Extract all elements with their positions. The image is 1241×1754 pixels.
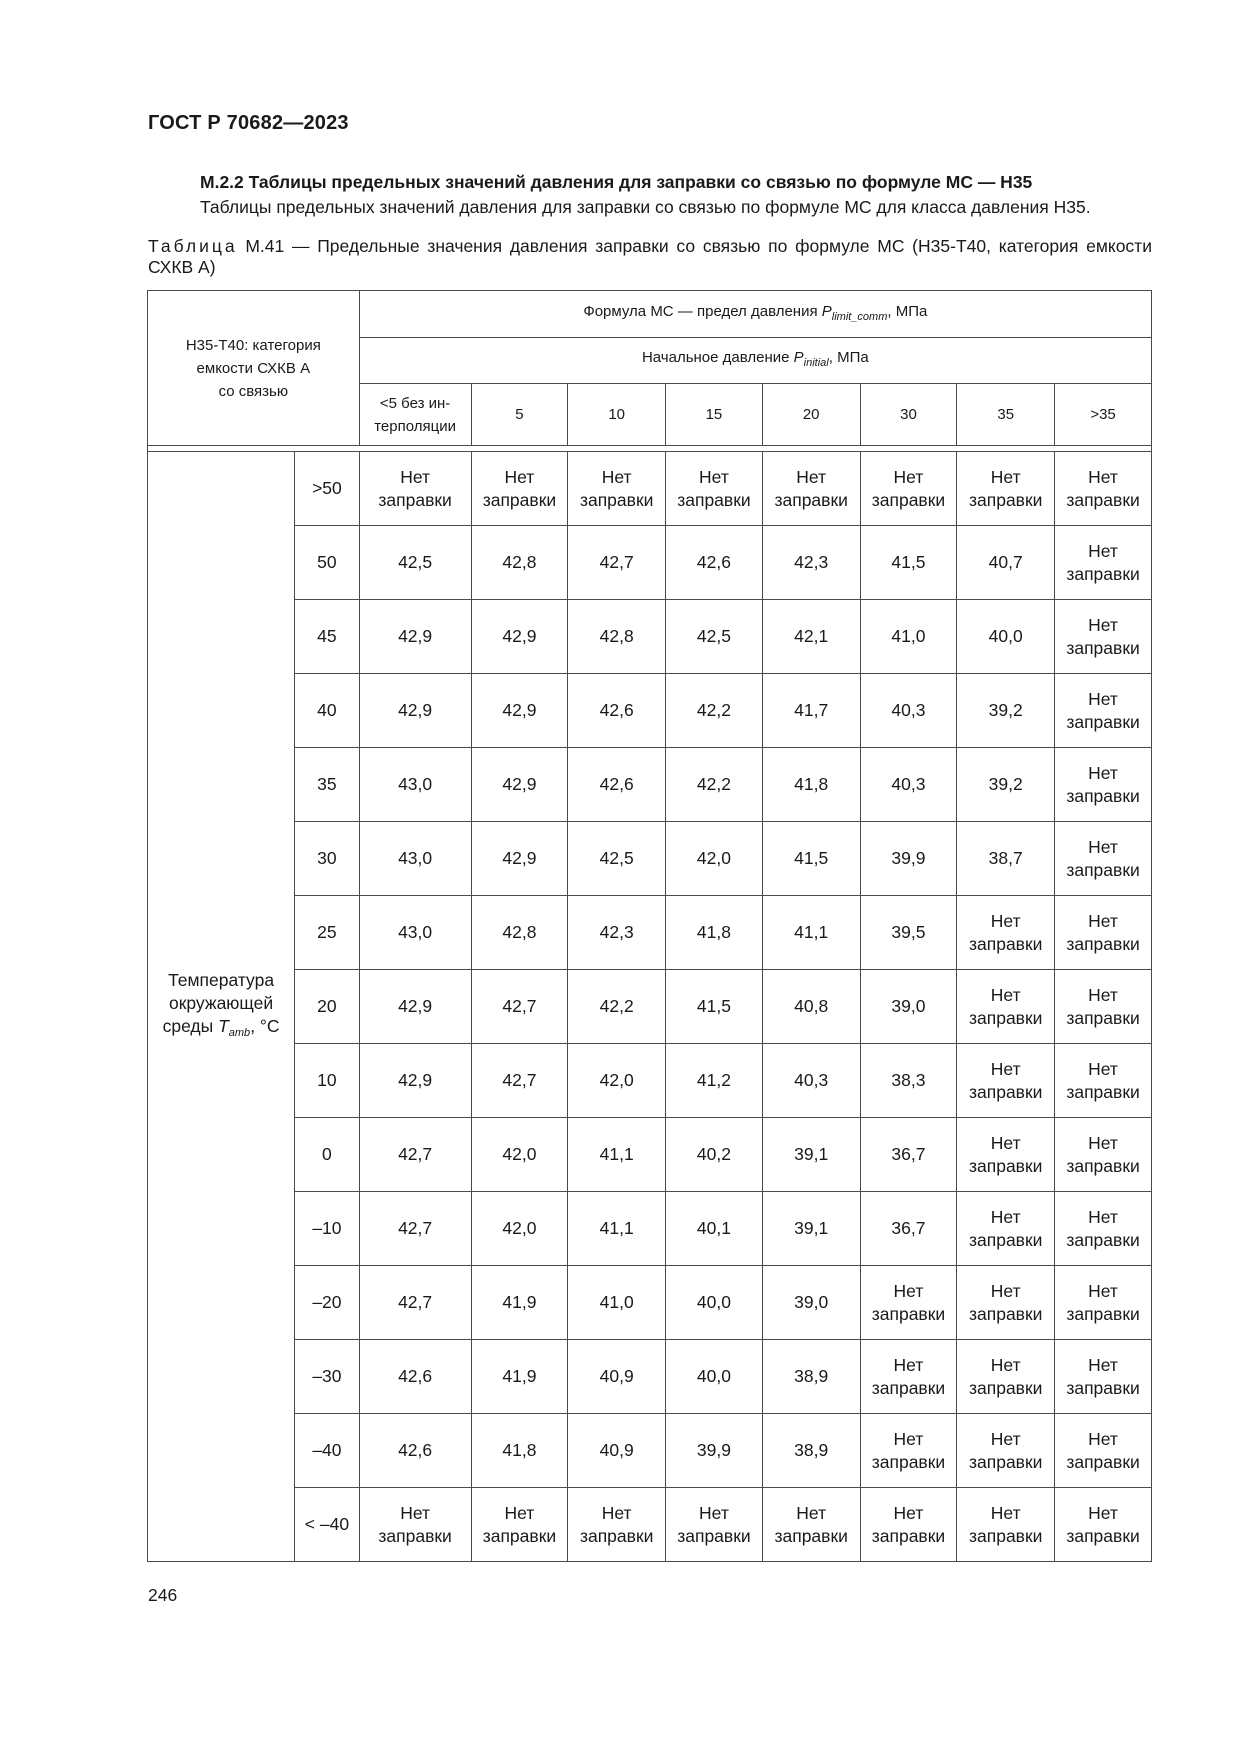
table-row bbox=[148, 896, 1152, 970]
pressure-column-label: 15 bbox=[705, 406, 723, 423]
no-fill-cell bbox=[568, 1488, 666, 1562]
value-cell: 41,9 bbox=[471, 1266, 568, 1340]
value-cell: 41,9 bbox=[471, 1340, 568, 1414]
table-row bbox=[148, 1266, 1152, 1340]
value-cell: 40,1 bbox=[666, 1192, 763, 1266]
no-fill-line-1: Нет bbox=[990, 1206, 1021, 1227]
no-fill-line-1: Нет bbox=[1088, 688, 1118, 709]
initial-header-subscript: initial bbox=[803, 357, 829, 369]
section-description: Таблицы предельных значений давления для заправки со связью по формуле МС для класса давления Н35. bbox=[200, 197, 1091, 217]
temperature-symbol: T bbox=[218, 1015, 229, 1036]
value-cell: 42,7 bbox=[359, 1118, 471, 1192]
value-cell: 42,1 bbox=[762, 600, 860, 674]
pressure-limit-table bbox=[147, 290, 1152, 1562]
no-fill-cell bbox=[1055, 452, 1152, 526]
temperature-cell: –20 bbox=[295, 1266, 360, 1340]
pressure-column-header bbox=[860, 384, 957, 446]
temperature-cell: 25 bbox=[295, 896, 360, 970]
no-fill-line-2: заправки bbox=[1066, 1081, 1140, 1102]
no-fill-line-1: Нет bbox=[990, 984, 1021, 1005]
no-fill-cell bbox=[1055, 1414, 1152, 1488]
no-fill-line-1: Нет bbox=[796, 466, 827, 487]
value-cell: 39,2 bbox=[957, 748, 1055, 822]
value-cell: 42,5 bbox=[666, 600, 763, 674]
no-fill-line-1: Нет bbox=[990, 1502, 1021, 1523]
no-fill-line-1: Нет bbox=[601, 1502, 632, 1523]
value-cell: 39,5 bbox=[860, 896, 957, 970]
pressure-column-label: 10 bbox=[608, 406, 626, 423]
value-cell: 42,9 bbox=[471, 822, 568, 896]
no-fill-cell bbox=[1055, 748, 1152, 822]
no-fill-line-1: Нет bbox=[1088, 1206, 1118, 1227]
no-fill-line-2: заправки bbox=[1066, 489, 1140, 510]
value-cell: 43,0 bbox=[359, 822, 471, 896]
table-row bbox=[148, 748, 1152, 822]
table-row bbox=[148, 452, 1152, 526]
pressure-column-label: 35 bbox=[997, 406, 1015, 423]
value-cell: 41,0 bbox=[860, 600, 957, 674]
no-fill-line-2: заправки bbox=[579, 489, 654, 510]
no-fill-line-1: Нет bbox=[400, 466, 431, 487]
no-fill-line-2: заправки bbox=[482, 1525, 557, 1546]
temperature-label-prefix: среды bbox=[162, 1015, 219, 1036]
no-fill-cell bbox=[860, 452, 957, 526]
no-fill-cell bbox=[1055, 970, 1152, 1044]
no-fill-line-2: заправки bbox=[871, 1303, 946, 1324]
value-cell: 42,5 bbox=[359, 526, 471, 600]
no-fill-cell bbox=[957, 1414, 1055, 1488]
no-fill-line-1: Нет bbox=[1088, 614, 1118, 635]
pressure-column-label: терполяции bbox=[374, 417, 456, 435]
no-fill-line-2: заправки bbox=[579, 1525, 654, 1546]
no-fill-line-2: заправки bbox=[871, 1377, 946, 1398]
temperature-cell: 35 bbox=[295, 748, 360, 822]
no-fill-line-2: заправки bbox=[1066, 1451, 1140, 1472]
value-cell: 42,9 bbox=[471, 674, 568, 748]
no-fill-line-2: заправки bbox=[968, 933, 1043, 954]
no-fill-line-2: заправки bbox=[677, 489, 751, 510]
value-cell: 41,2 bbox=[666, 1044, 763, 1118]
no-fill-line-2: заправки bbox=[968, 1155, 1043, 1176]
value-cell: 39,9 bbox=[860, 822, 957, 896]
value-cell: 42,7 bbox=[471, 1044, 568, 1118]
value-cell: 42,0 bbox=[568, 1044, 666, 1118]
value-cell: 41,5 bbox=[666, 970, 763, 1044]
value-cell: 42,8 bbox=[568, 600, 666, 674]
no-fill-line-1: Нет bbox=[1088, 1058, 1118, 1079]
formula-header bbox=[359, 291, 1151, 338]
table-row bbox=[148, 600, 1152, 674]
no-fill-cell bbox=[1055, 822, 1152, 896]
temperature-subscript: amb bbox=[228, 1026, 251, 1039]
no-fill-line-1: Нет bbox=[990, 1132, 1021, 1153]
no-fill-line-2: заправки bbox=[968, 1007, 1043, 1028]
value-cell: 40,3 bbox=[860, 748, 957, 822]
no-fill-line-2: заправки bbox=[1066, 1525, 1140, 1546]
no-fill-line-1: Нет bbox=[504, 1502, 535, 1523]
table-row bbox=[148, 970, 1152, 1044]
no-fill-line-1: Нет bbox=[990, 1280, 1021, 1301]
table-row bbox=[148, 1118, 1152, 1192]
page-number: 246 bbox=[148, 1585, 178, 1605]
no-fill-line-1: Нет bbox=[1088, 1502, 1118, 1523]
no-fill-line-2: заправки bbox=[1066, 1155, 1140, 1176]
no-fill-line-2: заправки bbox=[1066, 785, 1140, 806]
no-fill-line-2: заправки bbox=[968, 1525, 1043, 1546]
table-row bbox=[148, 1488, 1152, 1562]
initial-pressure-header bbox=[359, 338, 1151, 384]
temperature-cell: –10 bbox=[295, 1192, 360, 1266]
no-fill-line-1: Нет bbox=[990, 1428, 1021, 1449]
temperature-cell: 50 bbox=[295, 526, 360, 600]
value-cell: 40,3 bbox=[860, 674, 957, 748]
no-fill-line-1: Нет bbox=[699, 1502, 729, 1523]
value-cell: 40,8 bbox=[762, 970, 860, 1044]
value-cell: 42,0 bbox=[666, 822, 763, 896]
value-cell: 42,9 bbox=[359, 970, 471, 1044]
no-fill-line-1: Нет bbox=[893, 1280, 924, 1301]
pressure-column-label: <5 без ин- bbox=[379, 394, 451, 412]
no-fill-cell bbox=[957, 1266, 1055, 1340]
value-cell: 39,9 bbox=[666, 1414, 763, 1488]
no-fill-cell bbox=[359, 1488, 471, 1562]
caption-label: Таблица bbox=[148, 236, 238, 256]
no-fill-cell bbox=[957, 1488, 1055, 1562]
temperature-cell: 0 bbox=[295, 1118, 360, 1192]
value-cell: 42,7 bbox=[471, 970, 568, 1044]
no-fill-cell bbox=[1055, 896, 1152, 970]
value-cell: 42,6 bbox=[359, 1340, 471, 1414]
no-fill-cell bbox=[957, 452, 1055, 526]
no-fill-line-1: Нет bbox=[1088, 1428, 1118, 1449]
value-cell: 41,7 bbox=[762, 674, 860, 748]
no-fill-cell bbox=[1055, 1192, 1152, 1266]
no-fill-line-2: заправки bbox=[968, 1303, 1043, 1324]
table-caption bbox=[148, 236, 1152, 278]
no-fill-cell bbox=[1055, 1118, 1152, 1192]
formula-header-suffix: , МПа bbox=[887, 302, 928, 320]
no-fill-line-1: Нет bbox=[990, 1354, 1021, 1375]
value-cell: 40,3 bbox=[762, 1044, 860, 1118]
no-fill-cell bbox=[1055, 600, 1152, 674]
no-fill-line-2: заправки bbox=[1066, 1007, 1140, 1028]
corner-line-2: емкости СХКВ А bbox=[196, 359, 311, 377]
no-fill-line-1: Нет bbox=[1088, 984, 1118, 1005]
value-cell: 42,9 bbox=[359, 1044, 471, 1118]
no-fill-line-1: Нет bbox=[1088, 1280, 1118, 1301]
no-fill-cell bbox=[860, 1340, 957, 1414]
no-fill-line-2: заправки bbox=[1066, 1377, 1140, 1398]
value-cell: 42,8 bbox=[471, 526, 568, 600]
no-fill-line-1: Нет bbox=[1088, 836, 1118, 857]
value-cell: 42,9 bbox=[471, 748, 568, 822]
value-cell: 41,5 bbox=[762, 822, 860, 896]
no-fill-cell bbox=[1055, 1266, 1152, 1340]
initial-header-suffix: , МПа bbox=[828, 349, 869, 366]
pressure-column-label: 30 bbox=[900, 406, 917, 423]
value-cell: 42,7 bbox=[568, 526, 666, 600]
value-cell: 43,0 bbox=[359, 896, 471, 970]
no-fill-cell bbox=[359, 452, 471, 526]
formula-header-subscript: limit_comm bbox=[831, 310, 888, 323]
value-cell: 41,8 bbox=[471, 1414, 568, 1488]
value-cell: 41,8 bbox=[762, 748, 860, 822]
no-fill-line-1: Нет bbox=[1088, 1132, 1118, 1153]
value-cell: 41,1 bbox=[762, 896, 860, 970]
no-fill-cell bbox=[957, 970, 1055, 1044]
no-fill-cell bbox=[860, 1488, 957, 1562]
value-cell: 42,5 bbox=[568, 822, 666, 896]
value-cell: 42,6 bbox=[568, 748, 666, 822]
pressure-column-label: 5 bbox=[515, 406, 524, 423]
no-fill-cell bbox=[1055, 1488, 1152, 1562]
no-fill-cell bbox=[957, 1044, 1055, 1118]
table-row bbox=[148, 526, 1152, 600]
table-row bbox=[148, 1414, 1152, 1488]
caption-text: М.41 — Предельные значения давления заправки со связью по формуле МС (Н35-Т40, категория емкости СХКВ А) bbox=[148, 236, 1152, 277]
temperature-cell: 30 bbox=[295, 822, 360, 896]
value-cell: 38,7 bbox=[957, 822, 1055, 896]
no-fill-cell bbox=[762, 1488, 860, 1562]
no-fill-line-1: Нет bbox=[400, 1502, 431, 1523]
no-fill-cell bbox=[666, 1488, 763, 1562]
no-fill-line-2: заправки bbox=[1066, 1229, 1140, 1250]
no-fill-line-1: Нет bbox=[699, 466, 729, 487]
initial-header-symbol: P bbox=[793, 349, 804, 366]
value-cell: 42,7 bbox=[359, 1266, 471, 1340]
no-fill-cell bbox=[957, 1192, 1055, 1266]
pressure-column-header bbox=[471, 384, 568, 446]
temperature-unit: , °С bbox=[250, 1015, 280, 1036]
no-fill-line-1: Нет bbox=[990, 466, 1021, 487]
initial-header-prefix: Начальное давление bbox=[641, 349, 794, 366]
value-cell: 40,2 bbox=[666, 1118, 763, 1192]
value-cell: 40,7 bbox=[957, 526, 1055, 600]
value-cell: 40,0 bbox=[666, 1266, 763, 1340]
value-cell: 39,0 bbox=[860, 970, 957, 1044]
value-cell: 41,0 bbox=[568, 1266, 666, 1340]
no-fill-line-1: Нет bbox=[601, 466, 632, 487]
no-fill-line-1: Нет bbox=[1088, 910, 1118, 931]
no-fill-line-1: Нет bbox=[893, 466, 924, 487]
value-cell: 42,6 bbox=[359, 1414, 471, 1488]
no-fill-line-1: Нет bbox=[796, 1502, 827, 1523]
corner-line-3: со связью bbox=[218, 382, 289, 400]
document-header: ГОСТ Р 70682—2023 bbox=[148, 112, 349, 134]
no-fill-cell bbox=[860, 1266, 957, 1340]
no-fill-line-2: заправки bbox=[968, 489, 1043, 510]
table-row bbox=[148, 1192, 1152, 1266]
value-cell: 42,2 bbox=[666, 748, 763, 822]
no-fill-cell bbox=[957, 1340, 1055, 1414]
value-cell: 38,9 bbox=[762, 1414, 860, 1488]
value-cell: 42,2 bbox=[666, 674, 763, 748]
temperature-cell: >50 bbox=[295, 452, 360, 526]
temperature-cell: 10 bbox=[295, 1044, 360, 1118]
pressure-column-header bbox=[1055, 384, 1152, 446]
no-fill-cell bbox=[957, 896, 1055, 970]
pressure-column-header bbox=[666, 384, 763, 446]
section-title: М.2.2 Таблицы предельных значений давления для заправки со связью по формуле МС — Н35 bbox=[200, 172, 1033, 192]
no-fill-line-2: заправки bbox=[968, 1229, 1043, 1250]
no-fill-cell bbox=[1055, 1340, 1152, 1414]
table-row bbox=[148, 1340, 1152, 1414]
no-fill-line-1: Нет bbox=[893, 1428, 924, 1449]
no-fill-line-2: заправки bbox=[1066, 711, 1140, 732]
no-fill-cell bbox=[957, 1118, 1055, 1192]
no-fill-cell bbox=[1055, 1044, 1152, 1118]
value-cell: 42,0 bbox=[471, 1118, 568, 1192]
value-cell: 39,1 bbox=[762, 1118, 860, 1192]
no-fill-line-2: заправки bbox=[1066, 859, 1140, 880]
value-cell: 40,0 bbox=[666, 1340, 763, 1414]
no-fill-cell bbox=[666, 452, 763, 526]
no-fill-cell bbox=[471, 452, 568, 526]
value-cell: 36,7 bbox=[860, 1192, 957, 1266]
value-cell: 43,0 bbox=[359, 748, 471, 822]
no-fill-cell bbox=[860, 1414, 957, 1488]
no-fill-line-2: заправки bbox=[968, 1081, 1043, 1102]
value-cell: 40,0 bbox=[957, 600, 1055, 674]
temperature-cell: –30 bbox=[295, 1340, 360, 1414]
value-cell: 42,6 bbox=[568, 674, 666, 748]
temperature-cell: < –40 bbox=[295, 1488, 360, 1562]
value-cell: 38,9 bbox=[762, 1340, 860, 1414]
no-fill-line-2: заправки bbox=[871, 1451, 946, 1472]
corner-line-1: Н35-Т40: категория bbox=[185, 336, 321, 354]
table-row bbox=[148, 674, 1152, 748]
no-fill-line-1: Нет bbox=[893, 1502, 924, 1523]
value-cell: 39,2 bbox=[957, 674, 1055, 748]
pressure-column-header bbox=[957, 384, 1055, 446]
no-fill-cell bbox=[1055, 526, 1152, 600]
table-row bbox=[148, 1044, 1152, 1118]
value-cell: 40,9 bbox=[568, 1340, 666, 1414]
no-fill-line-2: заправки bbox=[378, 1525, 452, 1546]
pressure-column-label: 20 bbox=[802, 406, 820, 423]
no-fill-line-2: заправки bbox=[774, 1525, 848, 1546]
value-cell: 42,8 bbox=[471, 896, 568, 970]
formula-header-symbol: P bbox=[821, 302, 832, 320]
value-cell: 42,2 bbox=[568, 970, 666, 1044]
no-fill-line-1: Нет bbox=[504, 466, 535, 487]
no-fill-line-2: заправки bbox=[968, 1377, 1043, 1398]
no-fill-line-2: заправки bbox=[482, 489, 557, 510]
no-fill-cell bbox=[762, 452, 860, 526]
value-cell: 41,8 bbox=[666, 896, 763, 970]
no-fill-line-2: заправки bbox=[968, 1451, 1043, 1472]
no-fill-line-2: заправки bbox=[1066, 1303, 1140, 1324]
no-fill-line-1: Нет bbox=[1088, 466, 1118, 487]
no-fill-line-1: Нет bbox=[1088, 540, 1118, 561]
no-fill-line-2: заправки bbox=[378, 489, 452, 510]
temperature-cell: 20 bbox=[295, 970, 360, 1044]
temperature-cell: 40 bbox=[295, 674, 360, 748]
no-fill-line-2: заправки bbox=[871, 489, 946, 510]
value-cell: 38,3 bbox=[860, 1044, 957, 1118]
no-fill-cell bbox=[1055, 674, 1152, 748]
value-cell: 41,1 bbox=[568, 1118, 666, 1192]
temperature-label-line-2: окружающей bbox=[169, 992, 274, 1013]
no-fill-line-2: заправки bbox=[774, 489, 848, 510]
no-fill-cell bbox=[568, 452, 666, 526]
table-corner-cell bbox=[148, 291, 360, 446]
no-fill-line-2: заправки bbox=[1066, 563, 1140, 584]
value-cell: 42,9 bbox=[471, 600, 568, 674]
pressure-column-label: >35 bbox=[1090, 406, 1116, 423]
value-cell: 42,6 bbox=[666, 526, 763, 600]
no-fill-line-2: заправки bbox=[1066, 637, 1140, 658]
value-cell: 42,3 bbox=[762, 526, 860, 600]
no-fill-line-2: заправки bbox=[871, 1525, 946, 1546]
value-cell: 40,9 bbox=[568, 1414, 666, 1488]
pressure-column-header bbox=[359, 384, 471, 446]
value-cell: 41,5 bbox=[860, 526, 957, 600]
value-cell: 42,0 bbox=[471, 1192, 568, 1266]
value-cell: 36,7 bbox=[860, 1118, 957, 1192]
no-fill-line-1: Нет bbox=[893, 1354, 924, 1375]
value-cell: 42,3 bbox=[568, 896, 666, 970]
value-cell: 42,7 bbox=[359, 1192, 471, 1266]
formula-header-prefix: Формула МС — предел давления bbox=[583, 302, 822, 320]
value-cell: 41,1 bbox=[568, 1192, 666, 1266]
no-fill-line-1: Нет bbox=[990, 910, 1021, 931]
pressure-column-header bbox=[568, 384, 666, 446]
value-cell: 39,1 bbox=[762, 1192, 860, 1266]
value-cell: 42,9 bbox=[359, 674, 471, 748]
no-fill-line-1: Нет bbox=[990, 1058, 1021, 1079]
temperature-label bbox=[148, 452, 295, 1562]
value-cell: 42,9 bbox=[359, 600, 471, 674]
no-fill-line-1: Нет bbox=[1088, 762, 1118, 783]
no-fill-line-2: заправки bbox=[1066, 933, 1140, 954]
no-fill-cell bbox=[471, 1488, 568, 1562]
temperature-cell: 45 bbox=[295, 600, 360, 674]
temperature-cell: –40 bbox=[295, 1414, 360, 1488]
temperature-label-line-1: Температура bbox=[168, 969, 275, 990]
no-fill-line-2: заправки bbox=[677, 1525, 751, 1546]
pressure-column-header bbox=[762, 384, 860, 446]
no-fill-line-1: Нет bbox=[1088, 1354, 1118, 1375]
table-row bbox=[148, 822, 1152, 896]
value-cell: 39,0 bbox=[762, 1266, 860, 1340]
